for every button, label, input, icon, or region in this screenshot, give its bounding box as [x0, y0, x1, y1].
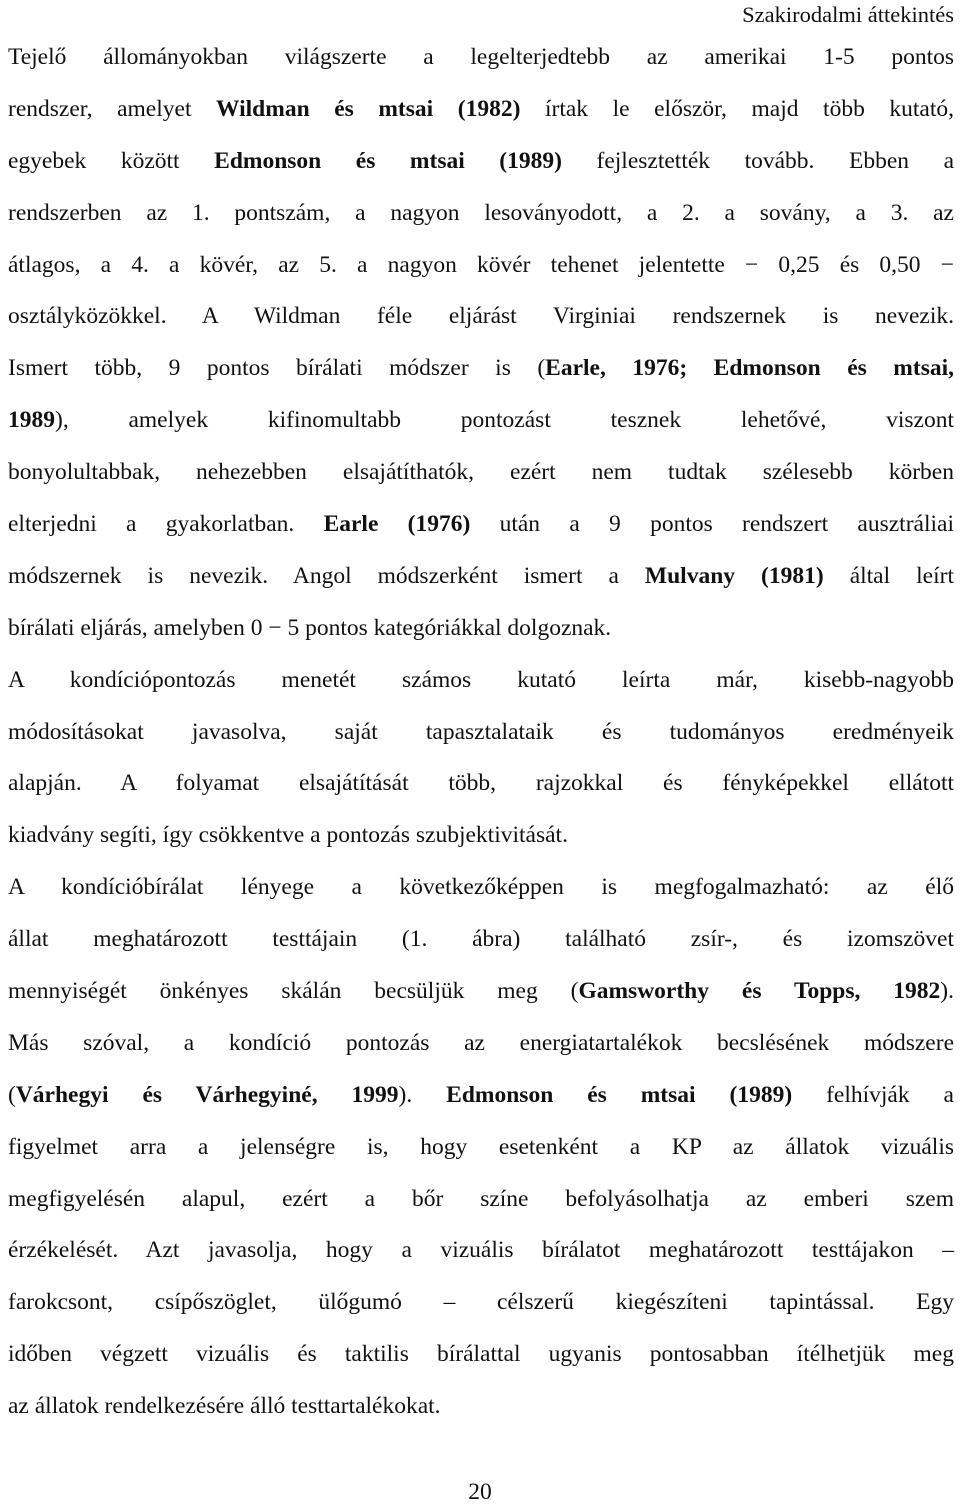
text-line [8, 1381, 954, 1433]
text-line [8, 32, 954, 84]
text-line [8, 1122, 954, 1174]
text-line [8, 499, 954, 551]
text-line [8, 188, 954, 240]
text-segment: Tejelő állományokban világszerte a legelterjedtebb az amerikai 1-5 pontos [8, 44, 954, 70]
citation-text: Várhegyi és Várhegyiné, 1999 [15, 1081, 399, 1108]
text-line [8, 395, 954, 447]
text-segment: megfigyelésén alapul, ezért a bőr színe befolyásolhatja az emberi szem [8, 1185, 954, 1212]
text-segment: írtak le először, majd több kutató, [520, 95, 955, 122]
text-line [8, 240, 954, 292]
text-line [8, 862, 954, 914]
text-segment: mennyiségét önkényes skálán becsüljük meg ( [8, 978, 579, 1005]
text-line [8, 1329, 954, 1381]
text-segment: osztályközökkel. A Wildman féle eljárást Virginiai rendszernek is nevezik. [8, 303, 954, 330]
text-segment: ). [398, 1081, 447, 1108]
citation-text: Mulvany (1981) [644, 562, 824, 589]
citation-text: Edmonson és mtsai (1989) [446, 1081, 793, 1108]
text-line [8, 966, 954, 1018]
text-segment: ( [8, 1081, 16, 1108]
text-segment: rendszer, amelyet [8, 95, 217, 122]
text-line [8, 447, 954, 499]
text-segment: ). [940, 978, 954, 1005]
text-line [8, 758, 954, 810]
text-segment: ), amelyek kifinomultabb pontozást tesznek lehetővé, viszont [55, 407, 954, 434]
text-segment: időben végzett vizuális és taktilis bírálattal ugyanis pontosabban ítélhetjük meg [8, 1341, 954, 1368]
text-line [8, 84, 954, 136]
citation-text: Gamsworthy és Topps, 1982 [578, 978, 941, 1005]
text-segment: átlagos, a 4. a kövér, az 5. a nagyon kövér tehenet jelentette − 0,25 és 0,50 − [8, 251, 954, 278]
running-header: Szakirodalmi áttekintés [742, 2, 954, 27]
text-segment: A kondícióbírálat lényege a következőképpen is megfogalmazható: az élő [8, 874, 954, 901]
text-segment: módszernek is nevezik. Angol módszerként ismert a [8, 562, 645, 589]
text-segment: A kondíciópontozás menetét számos kutató leírta már, kisebb-nagyobb [8, 666, 954, 693]
text-segment: rendszerben az 1. pontszám, a nagyon lesoványodott, a 2. a sovány, a 3. az [8, 199, 954, 226]
text-line [8, 1174, 954, 1226]
text-segment: fejlesztették tovább. Ebben a [561, 147, 954, 174]
text-line [8, 343, 954, 395]
text-segment: Ismert több, 9 pontos bírálati módszer is ( [8, 355, 546, 382]
text-segment: felhívják a [792, 1081, 954, 1108]
text-line [8, 551, 954, 603]
text-line [8, 655, 954, 707]
text-line [8, 291, 954, 343]
text-segment: farokcsont, csípőszöglet, ülőgumó – célszerű kiegészíteni tapintással. Egy [8, 1289, 954, 1316]
text-segment: Más szóval, a kondíció pontozás az energiatartalékok becslésének módszere [8, 1029, 954, 1056]
text-line [8, 603, 954, 655]
text-segment: bonyolultabbak, nehezebben elsajátíthatók, ezért nem tudtak szélesebb körben [8, 459, 954, 486]
text-line [8, 707, 954, 759]
citation-text: Earle, 1976; Edmonson és mtsai, [545, 355, 954, 382]
text-line [8, 1277, 954, 1329]
citation-text: Wildman és mtsai (1982) [216, 95, 521, 122]
citation-text: 1989 [8, 407, 55, 434]
text-segment: módosításokat javasolva, saját tapasztalataik és tudományos eredményeik [8, 718, 954, 745]
text-segment: állat meghatározott testtájain (1. ábra) található zsír-, és izomszövet [8, 926, 954, 953]
text-line [8, 1225, 954, 1277]
text-line [8, 810, 954, 862]
text-segment: az állatok rendelkezésére álló testtartalékokat. [8, 1393, 441, 1420]
text-segment: figyelmet arra a jelenségre is, hogy esetenként a KP az állatok vizuális [8, 1133, 954, 1160]
page-number: 20 [468, 1479, 492, 1505]
text-line [8, 1018, 954, 1070]
text-segment: elterjedni a gyakorlatban. [8, 511, 324, 538]
text-segment: alapján. A folyamat elsajátítását több, rajzokkal és fényképekkel ellátott [8, 770, 954, 797]
text-segment: kiadvány segíti, így csökkentve a pontozás szubjektivitását. [8, 822, 568, 849]
body-text [8, 32, 954, 1433]
text-segment: egyebek között [8, 147, 215, 174]
citation-text: Edmonson és mtsai (1989) [214, 147, 562, 174]
text-segment: után a 9 pontos rendszert ausztráliai [470, 511, 954, 538]
citation-text: Earle (1976) [323, 511, 471, 538]
text-segment: érzékelését. Azt javasolja, hogy a vizuális bírálatot meghatározott testtájakon – [8, 1237, 954, 1264]
text-line [8, 136, 954, 188]
text-segment: bírálati eljárás, amelyben 0 − 5 pontos kategóriákkal dolgoznak. [8, 614, 612, 641]
text-line [8, 1070, 954, 1122]
text-segment: által leírt [823, 562, 954, 589]
text-line [8, 914, 954, 966]
